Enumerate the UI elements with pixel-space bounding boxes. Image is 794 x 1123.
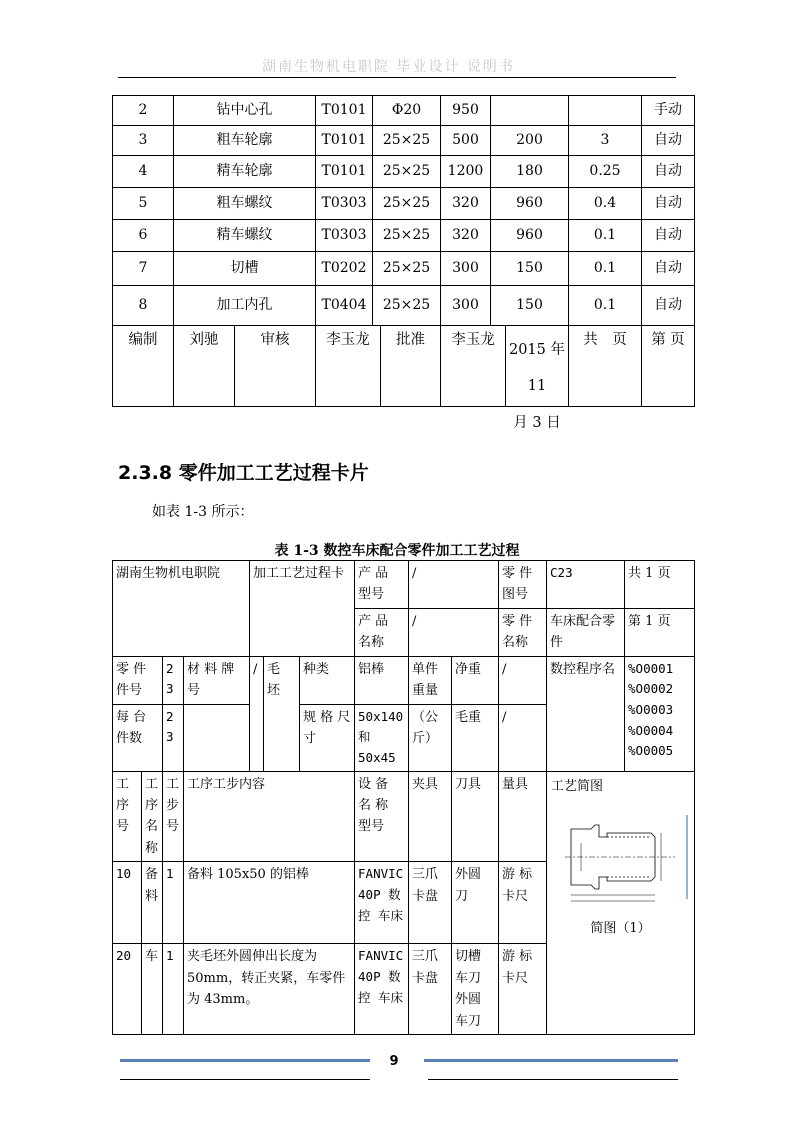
spindle-speed: 500: [441, 126, 491, 156]
step-no: 3: [113, 126, 174, 156]
reviewer-name: 李玉龙: [326, 332, 370, 348]
tool-no: T0303: [316, 188, 373, 220]
cut-depth: 3: [569, 126, 642, 156]
material-row: [113, 656, 695, 704]
cut-depth: [569, 96, 642, 126]
gross-weight-label: 毛重: [452, 704, 499, 771]
tool-size: 25×25: [373, 156, 441, 188]
part-count-value: 2 3: [163, 656, 184, 704]
process-step-row: [113, 188, 695, 220]
net-weight-label: 净重: [452, 656, 499, 704]
table-caption: 表 1-3 数控车床配合零件加工工艺过程: [274, 543, 520, 559]
blank-label: 毛 坯: [264, 656, 300, 771]
tool-size: Φ20: [373, 96, 441, 126]
op-content: 夹毛坯外圆伸出长度为 50mm，转正夹紧，车零件为 43mm。: [184, 944, 355, 1035]
intro-text: 如表 1-3 所示：: [152, 504, 254, 520]
unit-weight-label: 单件 重量: [409, 656, 452, 704]
part-name-label: 零 件 名称: [499, 608, 547, 656]
part-sketch: [551, 807, 691, 907]
tool-size: 25×25: [373, 220, 441, 252]
material-label: 材 料 牌号: [184, 656, 250, 704]
col-sketch: 工艺简图: [551, 778, 604, 794]
cut-depth: 0.1: [569, 220, 642, 252]
page-number-cell: 第 页: [642, 326, 695, 407]
feed-rate: 960: [491, 220, 569, 252]
op-name: 备料: [142, 862, 163, 944]
op-content: 备料 105x50 的铝棒: [184, 862, 355, 944]
material-value: /: [250, 656, 264, 771]
header-rule: [118, 77, 676, 78]
step-no: 2: [113, 96, 174, 126]
op-fixture: 三爪 卡盘: [409, 944, 452, 1035]
product-name-value: /: [409, 608, 499, 656]
step-no: 5: [113, 188, 174, 220]
signature-row: [113, 326, 695, 407]
op-no: 10: [113, 862, 142, 944]
product-model-label: 产 品 型号: [355, 561, 409, 609]
col-op-no: 工序号: [113, 771, 142, 862]
col-op-name: 工序名称: [142, 771, 163, 862]
footer-rule-left: [120, 1079, 370, 1080]
tool-size: 25×25: [373, 126, 441, 156]
compiler-name: 刘驰: [189, 332, 219, 348]
spindle-speed: 300: [441, 252, 491, 286]
spindle-speed: 300: [441, 286, 491, 326]
step-name: 切槽: [174, 252, 316, 286]
compile-label: 编制: [113, 326, 174, 407]
process-step-row: [113, 156, 695, 188]
section-title: 2.3.8 零件加工工艺过程卡片: [118, 462, 369, 484]
mode: 自动: [642, 188, 695, 220]
gross-weight-value: /: [499, 704, 547, 771]
sketch-caption: 简图（1）: [590, 921, 651, 937]
mode: 自动: [642, 156, 695, 188]
process-steps-table: [112, 95, 695, 431]
page-number: 9: [389, 1054, 399, 1069]
spindle-speed: 1200: [441, 156, 491, 188]
card-header-row-1: [113, 561, 695, 609]
spindle-speed: 320: [441, 188, 491, 220]
feed-rate: [491, 96, 569, 126]
approver-name: 李玉龙: [451, 332, 495, 348]
step-name: 精车轮廓: [174, 156, 316, 188]
column-header-row: [113, 771, 695, 862]
step-name: 粗车轮廓: [174, 126, 316, 156]
kind-label: 种类: [300, 656, 355, 704]
step-no: 7: [113, 252, 174, 286]
process-step-row: [113, 126, 695, 156]
unit-kg: （公斤）: [409, 704, 452, 771]
tool-size: 25×25: [373, 286, 441, 326]
cut-depth: 0.1: [569, 252, 642, 286]
tool-no: T0101: [316, 156, 373, 188]
product-name-label: 产 品 名称: [355, 608, 409, 656]
kind-value: 铝棒: [355, 656, 409, 704]
col-tool: 刀具: [452, 771, 499, 862]
op-tool: 外圆 刀: [452, 862, 499, 944]
cut-depth: 0.1: [569, 286, 642, 326]
col-equipment: 设 备 名 称 型号: [355, 771, 409, 862]
approve-label: 批准: [380, 326, 440, 406]
footer-accent-left: [120, 1059, 370, 1062]
total-pages: 共 页: [569, 326, 642, 407]
step-no: 4: [113, 156, 174, 188]
op-name: 车: [142, 944, 163, 1035]
process-step-row: [113, 252, 695, 286]
mode: 手动: [642, 96, 695, 126]
mode: 自动: [642, 286, 695, 326]
part-count-label: 零 件 件号: [113, 656, 163, 704]
step-name: 精车螺纹: [174, 220, 316, 252]
tool-no: T0303: [316, 220, 373, 252]
page-no-card: 第 1 页: [625, 608, 695, 656]
spindle-speed: 950: [441, 96, 491, 126]
step-no: 6: [113, 220, 174, 252]
op-no: 20: [113, 944, 142, 1035]
spindle-speed: 320: [441, 220, 491, 252]
footer-accent-right: [424, 1059, 678, 1062]
net-weight-value: /: [499, 656, 547, 704]
spec-value: 50x140 和 50x45: [355, 704, 409, 771]
nc-program-label: 数控程序名: [547, 656, 625, 771]
step-no: 8: [113, 286, 174, 326]
tool-no: T0404: [316, 286, 373, 326]
mode: 自动: [642, 252, 695, 286]
part-drawing-value: C23: [547, 561, 625, 609]
tool-no: T0101: [316, 96, 373, 126]
col-content: 工序工步内容: [184, 771, 355, 862]
step-name: 钻中心孔: [174, 96, 316, 126]
op-fixture: 三爪 卡盘: [409, 862, 452, 944]
tool-no: T0101: [316, 126, 373, 156]
col-fixture: 夹具: [409, 771, 452, 862]
tool-size: 25×25: [373, 252, 441, 286]
feed-rate: 960: [491, 188, 569, 220]
step-name: 粗车螺纹: [174, 188, 316, 220]
part-name-value: 车床配合零件: [547, 608, 625, 656]
op-equipment: FANVIC 40P 数 控 车床: [355, 862, 409, 944]
op-equipment: FANVIC 40P 数 控 车床: [355, 944, 409, 1035]
part-drawing-label: 零 件 图号: [499, 561, 547, 609]
feed-rate: 180: [491, 156, 569, 188]
tool-size: 25×25: [373, 188, 441, 220]
total-pages-card: 共 1 页: [625, 561, 695, 609]
per-unit-value: 2 3: [163, 704, 184, 771]
process-sketch-cell: [547, 771, 695, 1035]
op-step: 1: [163, 944, 184, 1035]
review-label: 审核: [234, 326, 315, 406]
col-step-no: 工步号: [163, 771, 184, 862]
op-step: 1: [163, 862, 184, 944]
footer-rule-right: [428, 1079, 678, 1080]
tool-no: T0202: [316, 252, 373, 286]
feed-rate: 150: [491, 252, 569, 286]
process-step-row: [113, 220, 695, 252]
process-step-row: [113, 286, 695, 326]
per-unit-label: 每 台 件数: [113, 704, 163, 771]
cut-depth: 0.25: [569, 156, 642, 188]
feed-rate: 200: [491, 126, 569, 156]
process-card-table: [112, 560, 695, 1035]
feed-rate: 150: [491, 286, 569, 326]
op-gauge: 游 标 卡尺: [499, 862, 547, 944]
running-header: 湖南生物机电职院 毕业设计 说明书: [262, 59, 515, 75]
product-model-value: /: [409, 561, 499, 609]
op-tool: 切槽 车刀 外圆 车刀: [452, 944, 499, 1035]
col-gauge: 量具: [499, 771, 547, 862]
card-name: 加工工艺过程卡: [250, 561, 355, 657]
school-name: 湖南生物机电职院: [113, 561, 250, 657]
cut-depth: 0.4: [569, 188, 642, 220]
mode: 自动: [642, 126, 695, 156]
step-name: 加工内孔: [174, 286, 316, 326]
signature-date: 2015 年 11 月 3 日: [505, 326, 568, 406]
mode: 自动: [642, 220, 695, 252]
process-step-row: [113, 96, 695, 126]
spec-label: 规 格 尺寸: [300, 704, 355, 771]
op-gauge: 游 标 卡尺: [499, 944, 547, 1035]
nc-program-list: %O0001 %O0002 %O0003 %O0004 %O0005: [625, 656, 695, 771]
